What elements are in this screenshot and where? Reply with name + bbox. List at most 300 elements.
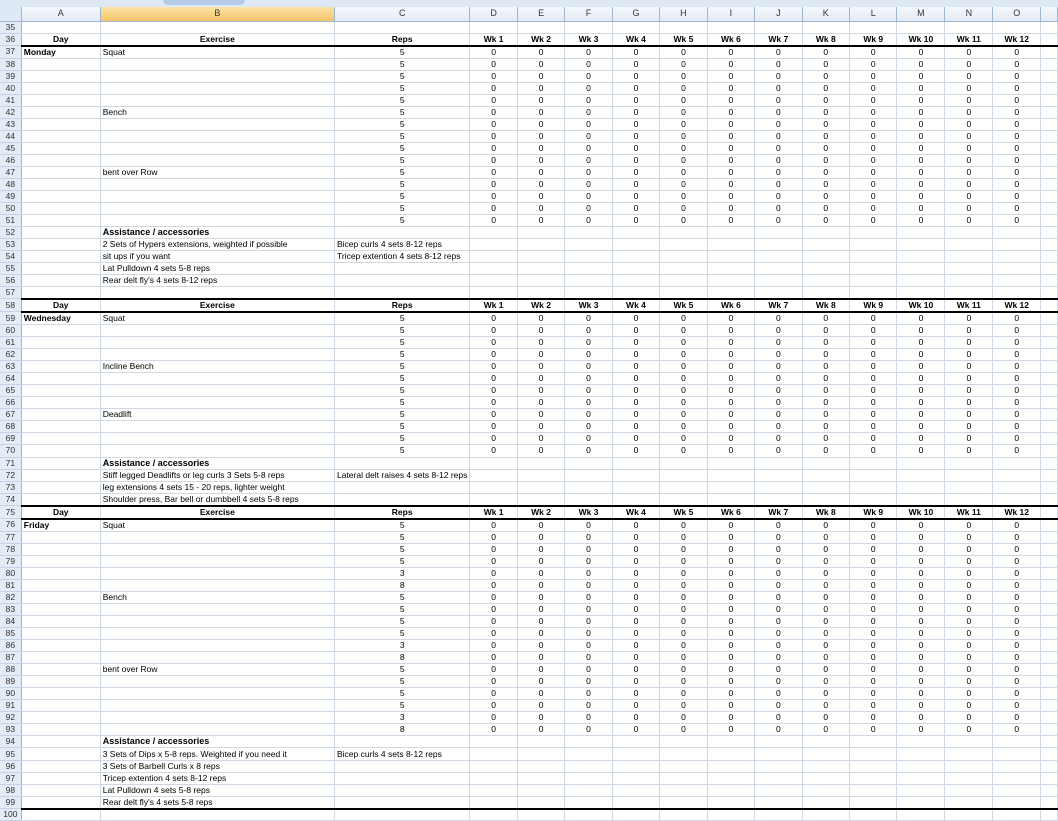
cell-g[interactable] — [612, 275, 659, 287]
week-cell[interactable]: 0 — [517, 409, 564, 421]
week-cell[interactable]: 0 — [707, 676, 754, 688]
week-cell[interactable]: 0 — [612, 385, 659, 397]
cell-a[interactable] — [21, 275, 100, 287]
row-header[interactable]: 53 — [0, 239, 21, 251]
week-cell[interactable]: 0 — [850, 712, 897, 724]
assistance-heading[interactable]: Assistance / accessories — [100, 736, 334, 748]
cell-p[interactable] — [1041, 385, 1058, 397]
cell-g[interactable] — [612, 227, 659, 239]
cell-i[interactable] — [707, 469, 754, 481]
exercise-cell[interactable]: bent over Row — [100, 166, 334, 178]
cell-l[interactable] — [850, 772, 897, 784]
cell-n[interactable] — [945, 748, 993, 760]
cell-h[interactable] — [660, 239, 707, 251]
row-header[interactable]: 84 — [0, 615, 21, 627]
cell-n[interactable] — [945, 251, 993, 263]
week-cell[interactable]: 0 — [612, 361, 659, 373]
week-cell[interactable]: 0 — [897, 215, 945, 227]
reps-cell[interactable]: 8 — [334, 579, 469, 591]
exercise-cell[interactable] — [100, 579, 334, 591]
week-cell[interactable]: 0 — [802, 433, 849, 445]
week-cell[interactable]: 0 — [993, 628, 1041, 640]
cell-i[interactable] — [707, 760, 754, 772]
cell-a[interactable] — [21, 772, 100, 784]
week-cell[interactable]: 0 — [897, 70, 945, 82]
cell-p[interactable] — [1041, 179, 1058, 191]
week-cell[interactable]: 0 — [565, 337, 612, 349]
cell-d[interactable] — [470, 239, 517, 251]
week-cell[interactable]: 0 — [660, 142, 707, 154]
cell-m[interactable] — [897, 457, 945, 469]
cell-p[interactable] — [1041, 433, 1058, 445]
exercise-cell[interactable] — [100, 337, 334, 349]
cell-p[interactable] — [1041, 493, 1058, 506]
week-cell[interactable]: 0 — [850, 324, 897, 336]
week-cell[interactable]: 0 — [470, 628, 517, 640]
day-label[interactable] — [21, 385, 100, 397]
week-cell[interactable]: 0 — [850, 58, 897, 70]
cell-f[interactable] — [565, 263, 612, 275]
cell-d[interactable] — [470, 275, 517, 287]
week-cell[interactable]: 0 — [945, 361, 993, 373]
exercise-cell[interactable] — [100, 349, 334, 361]
reps-cell[interactable]: 5 — [334, 628, 469, 640]
week-cell[interactable]: 0 — [945, 543, 993, 555]
row-header[interactable]: 60 — [0, 324, 21, 336]
reps-cell[interactable]: 5 — [334, 179, 469, 191]
row-header[interactable]: 95 — [0, 748, 21, 760]
week-cell[interactable]: 0 — [470, 70, 517, 82]
week-cell[interactable]: 0 — [802, 579, 849, 591]
assistance-item[interactable]: 2 Sets of Hypers extensions, weighted if possible — [100, 239, 334, 251]
week-cell[interactable]: 0 — [993, 555, 1041, 567]
week-cell[interactable]: 0 — [565, 130, 612, 142]
reps-cell[interactable]: 5 — [334, 409, 469, 421]
cell-d[interactable] — [470, 748, 517, 760]
day-label[interactable] — [21, 215, 100, 227]
cell-k[interactable] — [802, 493, 849, 506]
week-cell[interactable]: 0 — [470, 664, 517, 676]
week-cell[interactable]: 0 — [517, 640, 564, 652]
cell-h[interactable] — [660, 748, 707, 760]
cell-e[interactable] — [517, 457, 564, 469]
week-cell[interactable]: 0 — [802, 203, 849, 215]
week-cell[interactable]: 0 — [517, 337, 564, 349]
week-cell[interactable]: 0 — [470, 361, 517, 373]
week-cell[interactable]: 0 — [470, 166, 517, 178]
cell-g[interactable] — [612, 748, 659, 760]
week-cell[interactable]: 0 — [707, 519, 754, 532]
reps-cell[interactable]: 5 — [334, 385, 469, 397]
week-cell[interactable]: 0 — [755, 215, 802, 227]
cell-e[interactable] — [517, 469, 564, 481]
reps-cell[interactable]: 8 — [334, 724, 469, 736]
exercise-cell[interactable]: Bench — [100, 106, 334, 118]
exercise-cell[interactable] — [100, 603, 334, 615]
reps-cell[interactable]: 5 — [334, 700, 469, 712]
cell-p[interactable] — [1041, 567, 1058, 579]
header-cell-o[interactable]: Wk 12 — [993, 506, 1041, 519]
reps-cell[interactable]: 5 — [334, 215, 469, 227]
exercise-cell[interactable] — [100, 555, 334, 567]
column-header-j[interactable]: J — [755, 7, 802, 21]
week-cell[interactable]: 0 — [850, 421, 897, 433]
week-cell[interactable]: 0 — [755, 337, 802, 349]
week-cell[interactable]: 0 — [612, 409, 659, 421]
cell-d[interactable] — [470, 227, 517, 239]
cell-m[interactable] — [897, 772, 945, 784]
week-cell[interactable]: 0 — [850, 106, 897, 118]
week-cell[interactable]: 0 — [993, 106, 1041, 118]
exercise-cell[interactable] — [100, 94, 334, 106]
row-header[interactable]: 82 — [0, 591, 21, 603]
day-label[interactable] — [21, 203, 100, 215]
cell-k[interactable] — [802, 263, 849, 275]
week-cell[interactable]: 0 — [897, 82, 945, 94]
header-cell-c[interactable]: Reps — [334, 299, 469, 312]
week-cell[interactable]: 0 — [470, 591, 517, 603]
week-cell[interactable]: 0 — [612, 628, 659, 640]
week-cell[interactable]: 0 — [707, 215, 754, 227]
week-cell[interactable]: 0 — [517, 555, 564, 567]
header-cell-m[interactable]: Wk 10 — [897, 33, 945, 46]
week-cell[interactable]: 0 — [612, 118, 659, 130]
week-cell[interactable]: 0 — [755, 712, 802, 724]
week-cell[interactable]: 0 — [897, 519, 945, 532]
day-label[interactable] — [21, 652, 100, 664]
header-cell-i[interactable]: Wk 6 — [707, 506, 754, 519]
cell-i[interactable] — [707, 457, 754, 469]
cell-h[interactable] — [660, 287, 707, 299]
week-cell[interactable]: 0 — [993, 543, 1041, 555]
week-cell[interactable]: 0 — [897, 409, 945, 421]
cell-m[interactable] — [897, 760, 945, 772]
cell-p[interactable] — [1041, 106, 1058, 118]
row-header[interactable]: 89 — [0, 676, 21, 688]
cell-p[interactable] — [1041, 445, 1058, 457]
cell-k[interactable] — [802, 239, 849, 251]
column-header-h[interactable]: H — [660, 7, 707, 21]
week-cell[interactable]: 0 — [517, 664, 564, 676]
cell-f[interactable] — [565, 469, 612, 481]
week-cell[interactable]: 0 — [945, 337, 993, 349]
week-cell[interactable]: 0 — [802, 179, 849, 191]
week-cell[interactable]: 0 — [612, 615, 659, 627]
exercise-cell[interactable] — [100, 628, 334, 640]
week-cell[interactable]: 0 — [660, 615, 707, 627]
cell-l[interactable] — [850, 784, 897, 796]
cell-n[interactable] — [945, 796, 993, 809]
week-cell[interactable]: 0 — [802, 130, 849, 142]
week-cell[interactable]: 0 — [707, 652, 754, 664]
reps-cell[interactable]: 5 — [334, 118, 469, 130]
week-cell[interactable]: 0 — [707, 397, 754, 409]
week-cell[interactable]: 0 — [897, 712, 945, 724]
week-cell[interactable]: 0 — [850, 603, 897, 615]
week-cell[interactable]: 0 — [517, 543, 564, 555]
row-header[interactable]: 55 — [0, 263, 21, 275]
week-cell[interactable]: 0 — [755, 385, 802, 397]
exercise-cell[interactable] — [100, 724, 334, 736]
week-cell[interactable]: 0 — [660, 166, 707, 178]
week-cell[interactable]: 0 — [517, 70, 564, 82]
cell-l[interactable] — [850, 251, 897, 263]
week-cell[interactable]: 0 — [755, 130, 802, 142]
week-cell[interactable]: 0 — [993, 385, 1041, 397]
week-cell[interactable]: 0 — [517, 58, 564, 70]
cell-i[interactable] — [707, 481, 754, 493]
week-cell[interactable]: 0 — [755, 58, 802, 70]
week-cell[interactable]: 0 — [945, 628, 993, 640]
week-cell[interactable]: 0 — [660, 579, 707, 591]
week-cell[interactable]: 0 — [470, 531, 517, 543]
day-label[interactable] — [21, 688, 100, 700]
assistance-item[interactable] — [334, 493, 469, 506]
reps-cell[interactable]: 5 — [334, 555, 469, 567]
cell-h[interactable] — [660, 263, 707, 275]
week-cell[interactable]: 0 — [755, 397, 802, 409]
day-label[interactable] — [21, 724, 100, 736]
row-header[interactable]: 73 — [0, 481, 21, 493]
row-header[interactable]: 97 — [0, 772, 21, 784]
cell-p[interactable] — [1041, 591, 1058, 603]
week-cell[interactable]: 0 — [897, 724, 945, 736]
cell-f[interactable] — [565, 760, 612, 772]
header-cell-a[interactable]: Day — [21, 299, 100, 312]
week-cell[interactable]: 0 — [993, 421, 1041, 433]
exercise-cell[interactable] — [100, 688, 334, 700]
cell-g[interactable] — [612, 493, 659, 506]
day-label[interactable] — [21, 106, 100, 118]
cell-p[interactable] — [1041, 287, 1058, 299]
week-cell[interactable]: 0 — [850, 531, 897, 543]
column-header-c[interactable]: C — [334, 7, 469, 21]
header-cell-n[interactable]: Wk 11 — [945, 33, 993, 46]
cell-a[interactable] — [21, 796, 100, 809]
cell-j[interactable] — [755, 784, 802, 796]
week-cell[interactable]: 0 — [897, 203, 945, 215]
reps-cell[interactable]: 5 — [334, 543, 469, 555]
week-cell[interactable]: 0 — [470, 652, 517, 664]
day-label[interactable] — [21, 118, 100, 130]
exercise-cell[interactable]: Bench — [100, 591, 334, 603]
week-cell[interactable]: 0 — [945, 142, 993, 154]
assistance-item[interactable]: Bicep curls 4 sets 8-12 reps — [334, 239, 469, 251]
exercise-cell[interactable] — [100, 118, 334, 130]
week-cell[interactable]: 0 — [897, 664, 945, 676]
day-label[interactable] — [21, 130, 100, 142]
cell-p[interactable] — [1041, 700, 1058, 712]
week-cell[interactable]: 0 — [850, 361, 897, 373]
week-cell[interactable]: 0 — [993, 591, 1041, 603]
week-cell[interactable]: 0 — [802, 385, 849, 397]
cell-i[interactable] — [707, 239, 754, 251]
week-cell[interactable]: 0 — [993, 94, 1041, 106]
assistance-item[interactable] — [334, 772, 469, 784]
ribbon-tab[interactable] — [163, 0, 245, 5]
exercise-cell[interactable] — [100, 385, 334, 397]
header-cell-c[interactable]: Reps — [334, 33, 469, 46]
week-cell[interactable]: 0 — [470, 142, 517, 154]
header-cell-d[interactable]: Wk 1 — [470, 506, 517, 519]
week-cell[interactable]: 0 — [565, 700, 612, 712]
exercise-cell[interactable] — [100, 567, 334, 579]
week-cell[interactable]: 0 — [660, 567, 707, 579]
week-cell[interactable]: 0 — [850, 397, 897, 409]
cell-e[interactable] — [517, 21, 564, 33]
week-cell[interactable]: 0 — [945, 567, 993, 579]
reps-cell[interactable]: 5 — [334, 664, 469, 676]
week-cell[interactable]: 0 — [565, 543, 612, 555]
cell-l[interactable] — [850, 21, 897, 33]
day-label[interactable] — [21, 433, 100, 445]
reps-cell[interactable]: 5 — [334, 324, 469, 336]
day-label[interactable] — [21, 154, 100, 166]
cell-p[interactable] — [1041, 166, 1058, 178]
assistance-item[interactable]: Tricep extention 4 sets 8-12 reps — [334, 251, 469, 263]
cell-h[interactable] — [660, 469, 707, 481]
week-cell[interactable]: 0 — [850, 700, 897, 712]
cell-f[interactable] — [565, 251, 612, 263]
row-header[interactable]: 50 — [0, 203, 21, 215]
week-cell[interactable]: 0 — [897, 106, 945, 118]
week-cell[interactable]: 0 — [755, 312, 802, 325]
week-cell[interactable]: 0 — [850, 640, 897, 652]
week-cell[interactable]: 0 — [993, 373, 1041, 385]
cell-g[interactable] — [612, 263, 659, 275]
column-header-p[interactable] — [1041, 7, 1058, 21]
column-header-i[interactable]: I — [707, 7, 754, 21]
week-cell[interactable]: 0 — [565, 349, 612, 361]
week-cell[interactable]: 0 — [993, 337, 1041, 349]
header-cell-d[interactable]: Wk 1 — [470, 33, 517, 46]
week-cell[interactable]: 0 — [850, 215, 897, 227]
cell-a[interactable] — [21, 736, 100, 748]
day-label[interactable] — [21, 579, 100, 591]
week-cell[interactable]: 0 — [517, 603, 564, 615]
week-cell[interactable]: 0 — [612, 531, 659, 543]
cell-n[interactable] — [945, 227, 993, 239]
exercise-cell[interactable] — [100, 615, 334, 627]
header-cell-a[interactable]: Day — [21, 33, 100, 46]
cell-e[interactable] — [517, 736, 564, 748]
week-cell[interactable]: 0 — [612, 433, 659, 445]
cell-d[interactable] — [470, 772, 517, 784]
week-cell[interactable]: 0 — [850, 445, 897, 457]
day-label[interactable] — [21, 142, 100, 154]
week-cell[interactable]: 0 — [897, 603, 945, 615]
week-cell[interactable]: 0 — [470, 567, 517, 579]
cell-g[interactable] — [612, 760, 659, 772]
exercise-cell[interactable] — [100, 421, 334, 433]
week-cell[interactable]: 0 — [802, 142, 849, 154]
week-cell[interactable]: 0 — [850, 676, 897, 688]
day-label[interactable] — [21, 676, 100, 688]
week-cell[interactable]: 0 — [517, 82, 564, 94]
week-cell[interactable]: 0 — [470, 130, 517, 142]
day-label[interactable] — [21, 166, 100, 178]
cell-i[interactable] — [707, 748, 754, 760]
week-cell[interactable]: 0 — [470, 191, 517, 203]
week-cell[interactable]: 0 — [897, 615, 945, 627]
week-cell[interactable]: 0 — [755, 724, 802, 736]
cell-j[interactable] — [755, 796, 802, 809]
row-header[interactable]: 71 — [0, 457, 21, 469]
week-cell[interactable]: 0 — [897, 191, 945, 203]
column-header-o[interactable]: O — [993, 7, 1041, 21]
week-cell[interactable]: 0 — [612, 676, 659, 688]
header-cell-l[interactable]: Wk 9 — [850, 506, 897, 519]
week-cell[interactable]: 0 — [755, 445, 802, 457]
cell-p[interactable] — [1041, 772, 1058, 784]
cell-d[interactable] — [470, 493, 517, 506]
reps-cell[interactable]: 5 — [334, 603, 469, 615]
week-cell[interactable]: 0 — [945, 58, 993, 70]
column-header-g[interactable]: G — [612, 7, 659, 21]
week-cell[interactable]: 0 — [470, 337, 517, 349]
cell-p[interactable] — [1041, 361, 1058, 373]
cell-p[interactable] — [1041, 215, 1058, 227]
cell-h[interactable] — [660, 481, 707, 493]
week-cell[interactable]: 0 — [707, 191, 754, 203]
week-cell[interactable]: 0 — [945, 700, 993, 712]
header-cell-b[interactable]: Exercise — [100, 299, 334, 312]
cell-k[interactable] — [802, 287, 849, 299]
week-cell[interactable]: 0 — [897, 46, 945, 59]
week-cell[interactable]: 0 — [802, 700, 849, 712]
week-cell[interactable]: 0 — [565, 712, 612, 724]
week-cell[interactable]: 0 — [517, 591, 564, 603]
row-header[interactable]: 44 — [0, 130, 21, 142]
assistance-item[interactable]: Stiff legged Deadlifts or leg curls 3 Sets 5-8 reps — [100, 469, 334, 481]
week-cell[interactable]: 0 — [993, 712, 1041, 724]
row-header[interactable]: 59 — [0, 312, 21, 325]
week-cell[interactable]: 0 — [565, 724, 612, 736]
select-all-corner[interactable] — [0, 7, 21, 21]
week-cell[interactable]: 0 — [612, 421, 659, 433]
week-cell[interactable]: 0 — [565, 519, 612, 532]
week-cell[interactable]: 0 — [897, 130, 945, 142]
row-header[interactable]: 56 — [0, 275, 21, 287]
column-header-k[interactable]: K — [802, 7, 849, 21]
cell-h[interactable] — [660, 760, 707, 772]
week-cell[interactable]: 0 — [707, 373, 754, 385]
exercise-cell[interactable]: Squat — [100, 46, 334, 59]
week-cell[interactable]: 0 — [945, 349, 993, 361]
header-cell-j[interactable]: Wk 7 — [755, 299, 802, 312]
week-cell[interactable]: 0 — [612, 349, 659, 361]
cell-e[interactable] — [517, 796, 564, 809]
week-cell[interactable]: 0 — [517, 373, 564, 385]
day-label[interactable] — [21, 82, 100, 94]
week-cell[interactable]: 0 — [565, 433, 612, 445]
header-cell-e[interactable]: Wk 2 — [517, 299, 564, 312]
cell-e[interactable] — [517, 772, 564, 784]
cell-i[interactable] — [707, 275, 754, 287]
week-cell[interactable]: 0 — [707, 591, 754, 603]
week-cell[interactable]: 0 — [755, 433, 802, 445]
week-cell[interactable]: 0 — [517, 324, 564, 336]
week-cell[interactable]: 0 — [517, 203, 564, 215]
week-cell[interactable]: 0 — [850, 130, 897, 142]
week-cell[interactable]: 0 — [660, 640, 707, 652]
day-label[interactable] — [21, 94, 100, 106]
cell-m[interactable] — [897, 796, 945, 809]
cell-a[interactable] — [21, 457, 100, 469]
week-cell[interactable]: 0 — [565, 94, 612, 106]
row-header[interactable]: 40 — [0, 82, 21, 94]
header-cell-o[interactable]: Wk 12 — [993, 33, 1041, 46]
